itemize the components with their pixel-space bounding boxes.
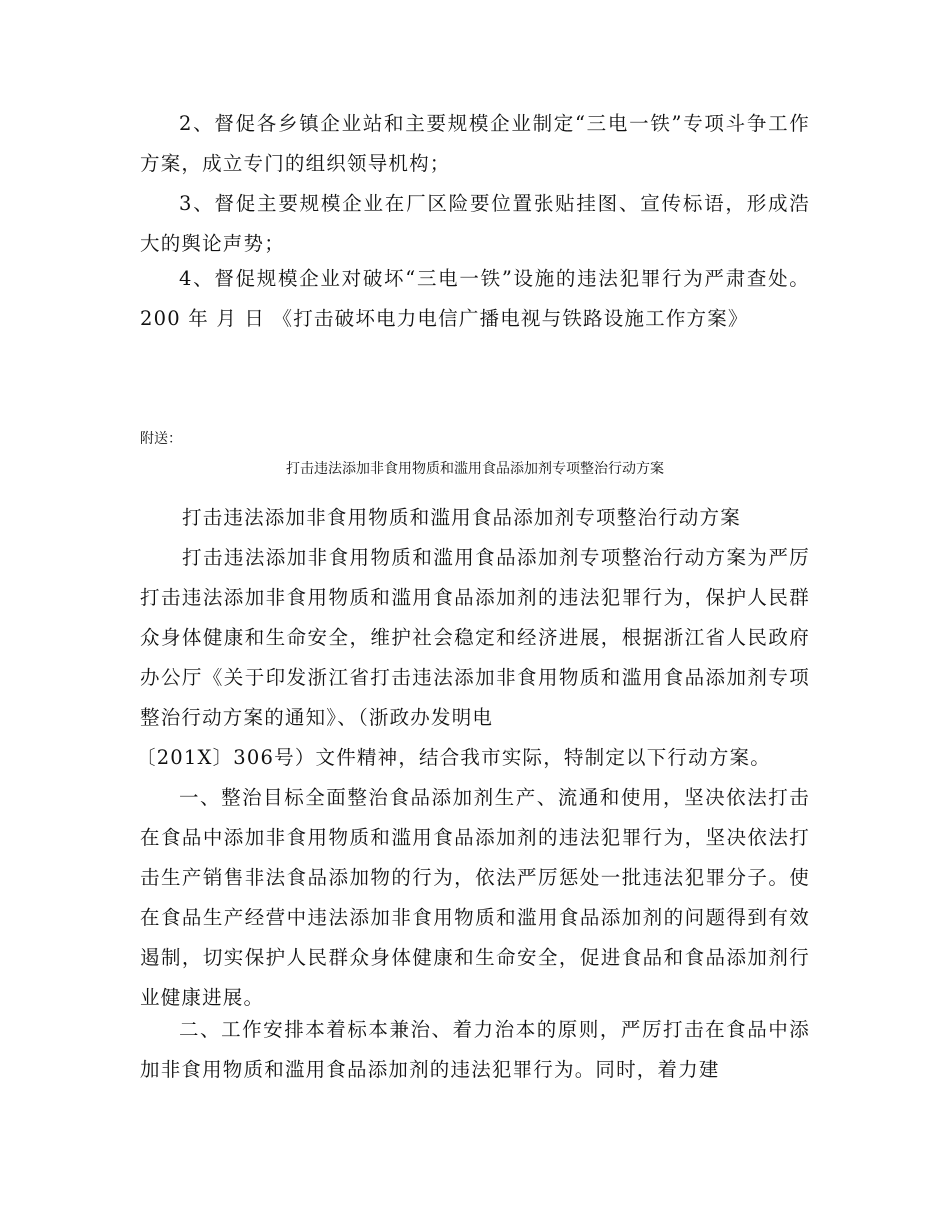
main-title: 打击违法添加非食用物质和滥用食品添加剂专项整治行动方案	[182, 506, 741, 529]
item-4-paragraph: 4、督促规模企业对破坏“三电一铁”设施的违法犯罪行为严肃查处。 200 年 月 日 《打击破坏电力电信广播电视与铁路设施工作方案》	[140, 267, 810, 330]
small-title: 打击违法添加非食用物质和滥用食品添加剂专项整治行动方案	[286, 461, 664, 477]
intro-paragraph: 打击违法添加非食用物质和滥用食品添加剂专项整治行动方案为严厉打击违法添加非食用物质和滥用食品添加剂的违法犯罪行为，保护人民群众身体健康和生命安全，维护社会稳定和经济进展，根据浙江省人民政府办公厅《关于印发浙江省打击违法添加非食用物质和滥用食品添加剂专项整治行动方案的通知》、（浙政办发明电	[140, 546, 810, 729]
item-3-paragraph: 3、督促主要规模企业在厂区险要位置张贴挂图、宣传标语，形成浩大的舆论声势；	[140, 192, 810, 255]
intro-paragraph-end: 〔201X〕306号）文件精神，结合我市实际，特制定以下行动方案。	[136, 746, 771, 769]
item-2-paragraph: 2、督促各乡镇企业站和主要规模企业制定“三电一铁”专项斗争工作方案，成立专门的组织领导机构；	[140, 112, 810, 175]
section-one-paragraph: 一、整治目标全面整治食品添加剂生产、流通和使用，坚决依法打击在食品中添加非食用物质和滥用食品添加剂的违法犯罪行为，坚决依法打击生产销售非法食品添加物的行为，依法严厉惩处一批违法犯罪分子。使在食品生产经营中违法添加非食用物质和滥用食品添加剂的问题得到有效遏制，切实保护人民群众身体健康和生命安全，促进食品和食品添加剂行业健康进展。	[140, 786, 810, 1009]
attachment-label: 附送：	[140, 431, 182, 447]
section-two-paragraph: 二、工作安排本着标本兼治、着力治本的原则，严厉打击在食品中添加非食用物质和滥用食品添加剂的违法犯罪行为。同时，着力建	[140, 1018, 810, 1081]
